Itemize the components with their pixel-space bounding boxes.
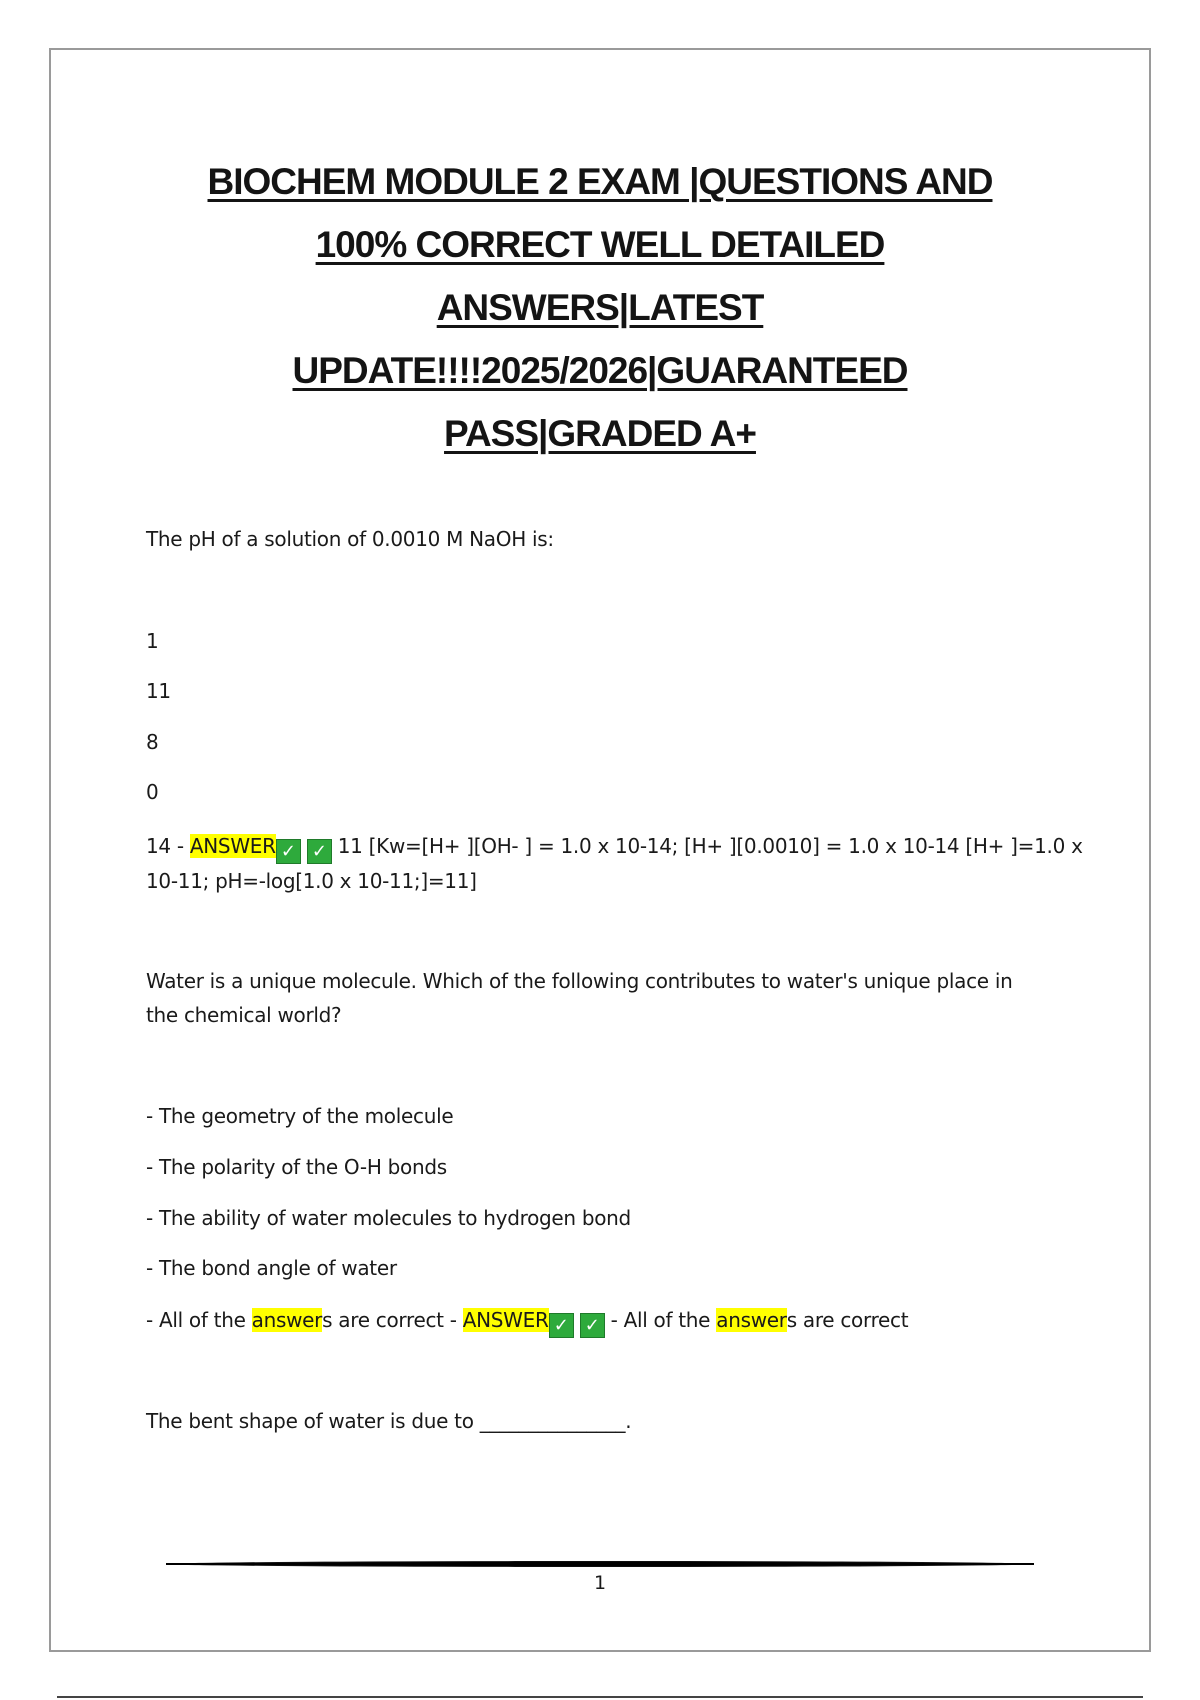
page-number: 1 [593, 1572, 607, 1594]
checkmark-icon: ✓ [580, 1313, 605, 1338]
q2-question: Water is a unique molecule. Which of the following contributes to water's unique place in the chemical world? [146, 969, 1013, 1027]
q1-answer-continuation: 10-11; pH=-log[1.0 x 10-11;]=11] [146, 869, 477, 893]
next-page-edge [57, 1696, 1143, 1698]
title-line-2: 100% CORRECT WELL DETAILED [315, 224, 885, 265]
title-line-5: PASS|GRADED A+ [444, 413, 756, 454]
q2-option-5-with-answer [146, 1303, 908, 1338]
q1-option-4: 0 [146, 780, 159, 804]
q2-answer-tag: ANSWER [462, 1308, 549, 1332]
document-title [80, 150, 1120, 465]
q3-question: The bent shape of water is due to _______________. [146, 1409, 632, 1433]
q2-option-4: - The bond angle of water [146, 1256, 397, 1280]
footer-rule-line [166, 1563, 1034, 1565]
q2-answer-text-b: s are correct [786, 1308, 909, 1332]
q1-answer-prefix: 14 - [146, 834, 190, 858]
title-line-3: ANSWERS|LATEST [436, 287, 764, 328]
q2-option-5-text-a: - All of the [146, 1308, 252, 1332]
q2-option-1: - The geometry of the molecule [146, 1104, 454, 1128]
q2-option-2: - The polarity of the O-H bonds [146, 1155, 447, 1179]
q2-option-5-highlight: answer [251, 1308, 323, 1332]
q2-answer-text-a: - All of the [610, 1308, 717, 1332]
title-line-1: BIOCHEM MODULE 2 EXAM |QUESTIONS AND [207, 161, 993, 202]
q2-answer-highlight: answer [716, 1308, 787, 1332]
checkmark-icon: ✓ [276, 839, 301, 864]
q1-answer-line [146, 829, 1083, 864]
q1-question: The pH of a solution of 0.0010 M NaOH is: [146, 527, 554, 551]
checkmark-icon: ✓ [307, 839, 332, 864]
q1-answer-text: 11 [Kw=[H+ ][OH- ] = 1.0 x 10-14; [H+ ][0.0010] = 1.0 x 10-14 [H+ ]=1.0 x [337, 834, 1083, 858]
q1-answer-tag: ANSWER [189, 834, 276, 858]
q1-option-3: 8 [146, 730, 159, 754]
title-line-4: UPDATE!!!!2025/2026|GUARANTEED [292, 350, 908, 391]
q2-option-3: - The ability of water molecules to hydrogen bond [146, 1206, 631, 1230]
q1-option-1: 1 [146, 629, 159, 653]
q1-option-2: 11 [146, 679, 171, 703]
checkmark-icon: ✓ [549, 1313, 574, 1338]
q2-option-5-text-b: s are correct - [322, 1308, 463, 1332]
